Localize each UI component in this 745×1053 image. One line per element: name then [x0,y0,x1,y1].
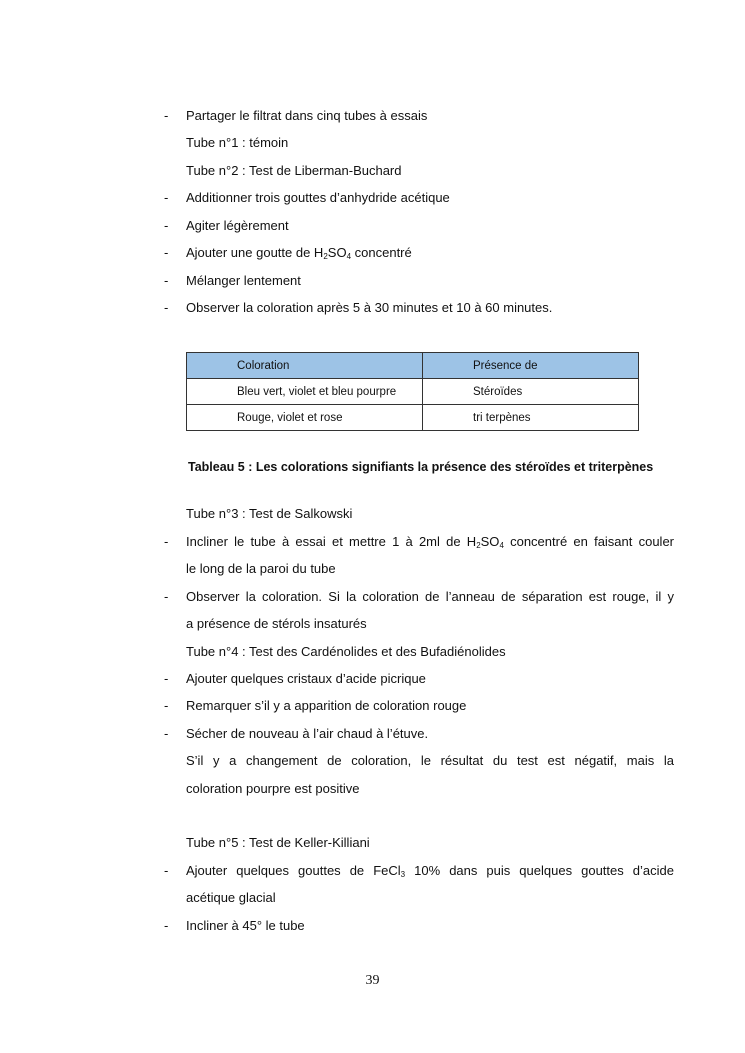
tube-label: Tube n°4 : Test des Cardénolides et des Bufadiénolides [186,644,506,659]
bullet-dash: - [164,589,169,604]
text-run: Ajouter une goutte de H [186,245,324,260]
bullet-dash: - [164,726,169,741]
text-run: SO [327,245,347,260]
bullet-dash: - [164,190,169,205]
list-item-text: Agiter légèrement [186,218,289,233]
text-run: concentré [351,245,412,260]
list-item-text: Remarquer s’il y a apparition de coloration rouge [186,698,467,713]
text-run: SO [480,534,500,549]
bullet-dash: - [164,245,169,260]
list-item-text: Ajouter quelques cristaux d’acide picrique [186,671,426,686]
subscript: 4 [499,541,504,550]
bullet-dash: - [164,698,169,713]
list-item-text: Observer la coloration après 5 à 30 minutes et 10 à 60 minutes. [186,300,553,315]
bullet-dash: - [164,918,169,933]
list-item-text: Additionner trois gouttes d’anhydride acétique [186,190,450,205]
paragraph-text: S’il y a changement de coloration, le résultat du test est négatif, mais la [186,753,674,768]
table-header-cell: Présence de [423,353,639,379]
subscript: 3 [400,870,406,879]
bullet-dash: - [164,534,169,549]
list-item-text: Partager le filtrat dans cinq tubes à essais [186,108,428,123]
subscript: 2 [476,541,481,550]
bullet-dash: - [164,218,169,233]
list-item-text [186,863,674,878]
tube-label: Tube n°2 : Test de Liberman-Buchard [186,163,402,178]
list-item-text: Mélanger lentement [186,273,301,288]
list-item-continuation: a présence de stérols insaturés [186,616,367,631]
page-number: 39 [365,973,380,988]
list-item-text: Observer la coloration. Si la coloration de l’anneau de séparation est rouge, il y [186,589,674,604]
list-item-continuation: acétique glacial [186,890,276,905]
tube-label: Tube n°5 : Test de Keller-Killiani [186,835,370,850]
list-item-text: Incliner à 45° le tube [186,918,305,933]
table-row [187,405,639,431]
tube-label: Tube n°3 : Test de Salkowski [186,506,353,521]
list-item-text [186,245,412,260]
table-header-row [187,353,639,379]
list-item-text [186,534,674,549]
subscript: 2 [323,252,328,261]
table-cell: Rouge, violet et rose [187,405,423,431]
table-cell: Stéroïdes [423,379,639,405]
text-run: Ajouter quelques gouttes de FeCl [186,863,401,878]
bullet-dash: - [164,300,169,315]
list-item-continuation: le long de la paroi du tube [186,561,336,576]
subscript: 4 [346,252,352,261]
bullet-dash: - [164,108,169,123]
bullet-dash: - [164,863,169,878]
list-item-text: Sécher de nouveau à l’air chaud à l’étuve. [186,726,429,741]
tube-label: Tube n°1 : témoin [186,135,289,150]
table-cell: Bleu vert, violet et bleu pourpre [187,379,423,405]
text-run: Incliner le tube à essai et mettre 1 à 2ml de H [186,534,477,549]
table-header-cell: Coloration [187,353,423,379]
table-caption: Tableau 5 : Les colorations signifiants la présence des stéroïdes et triterpènes [188,460,654,474]
text-run: concentré en faisant couler [503,534,674,549]
coloration-table [186,352,639,431]
bullet-dash: - [164,671,169,686]
table-row [187,379,639,405]
text-run: 10% dans puis quelques gouttes d’acide [405,863,674,878]
table-cell: tri terpènes [423,405,639,431]
bullet-dash: - [164,273,169,288]
paragraph-text: coloration pourpre est positive [186,781,360,796]
